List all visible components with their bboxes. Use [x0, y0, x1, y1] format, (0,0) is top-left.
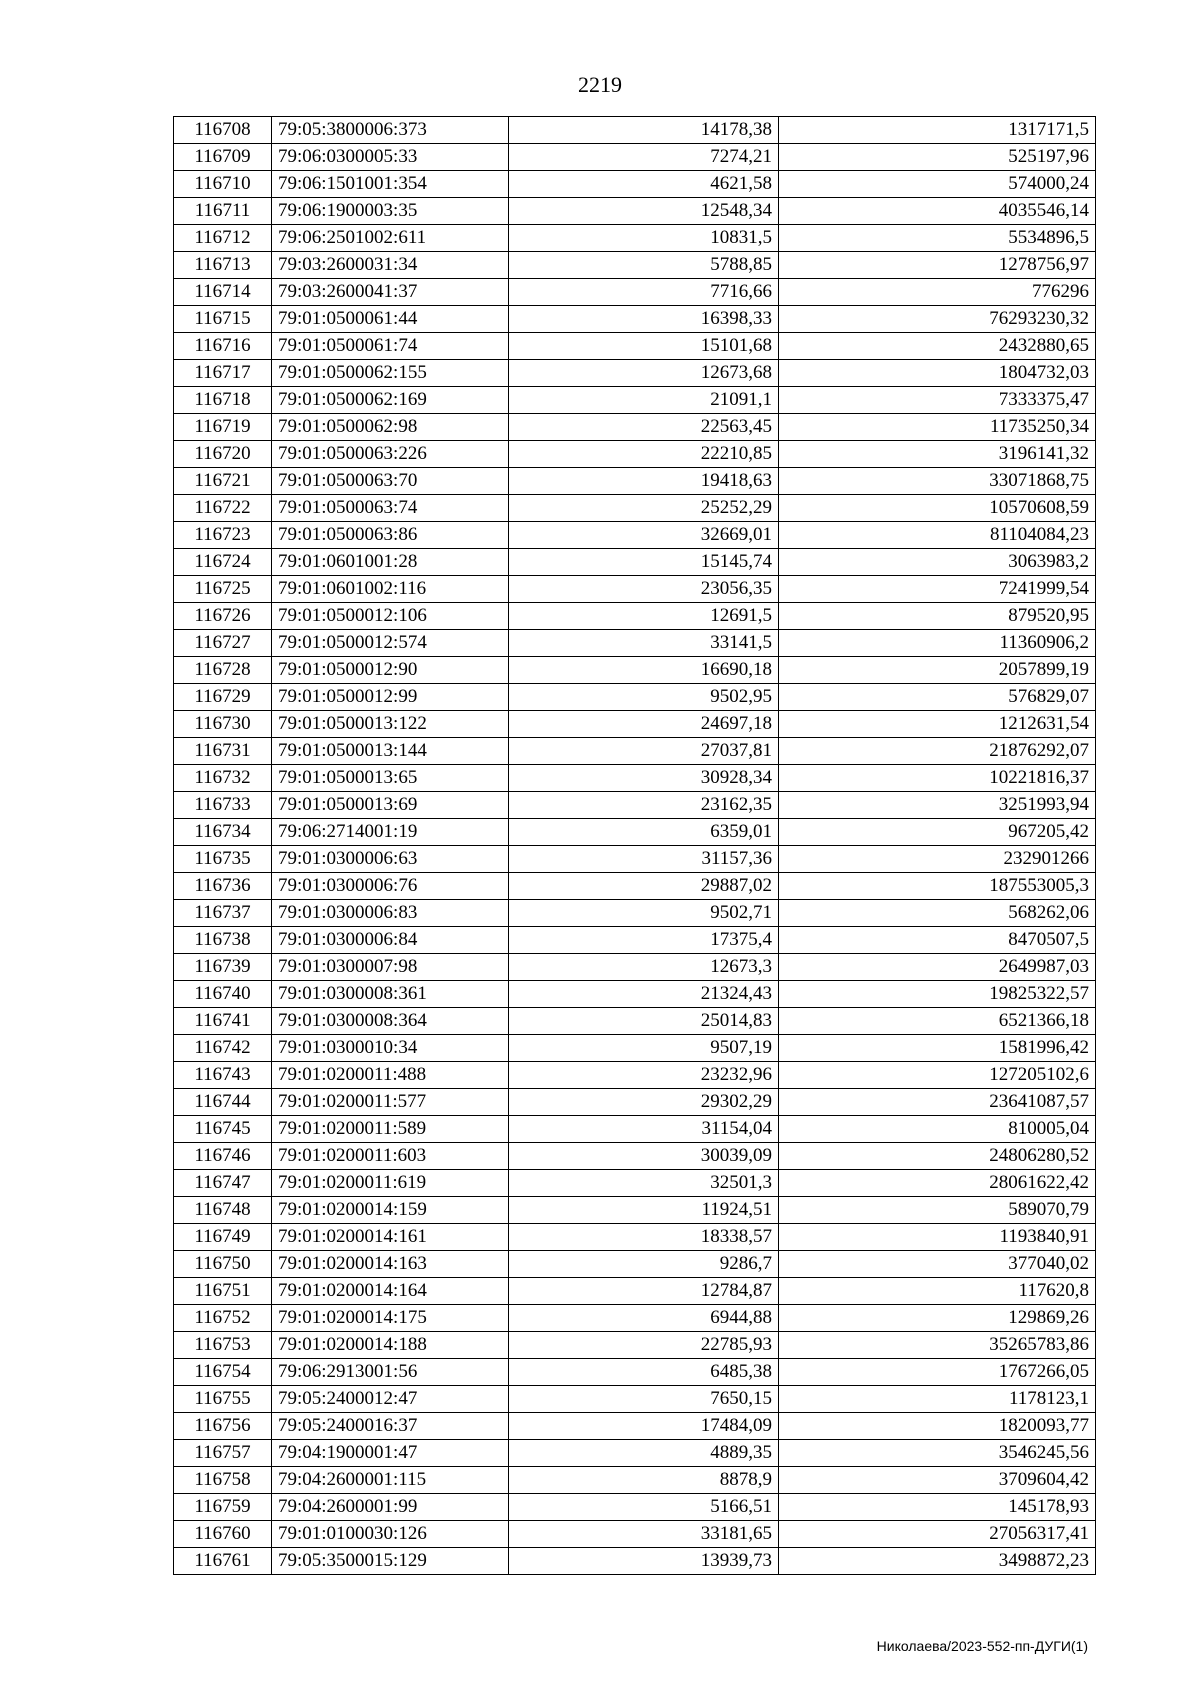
cadastral-number-cell: 79:01:0200014:164: [272, 1278, 509, 1305]
area-cell: 9502,71: [509, 900, 779, 927]
table-row: [174, 387, 1096, 414]
table-row: [174, 1251, 1096, 1278]
table-row: [174, 792, 1096, 819]
cadastral-number-cell: 79:05:3500015:129: [272, 1548, 509, 1575]
cadastral-number-cell: 79:05:2400016:37: [272, 1413, 509, 1440]
table-row: [174, 495, 1096, 522]
cadastral-number-cell: 79:04:1900001:47: [272, 1440, 509, 1467]
table-row: [174, 333, 1096, 360]
cadastral-value-cell: 35265783,86: [779, 1332, 1096, 1359]
row-number-cell: 116726: [174, 603, 272, 630]
table-row: [174, 1521, 1096, 1548]
area-cell: 6359,01: [509, 819, 779, 846]
table-row: [174, 252, 1096, 279]
row-number-cell: 116718: [174, 387, 272, 414]
cadastral-value-cell: 6521366,18: [779, 1008, 1096, 1035]
table-row: [174, 198, 1096, 225]
cadastral-value-cell: 1178123,1: [779, 1386, 1096, 1413]
row-number-cell: 116751: [174, 1278, 272, 1305]
area-cell: 23056,35: [509, 576, 779, 603]
row-number-cell: 116741: [174, 1008, 272, 1035]
cadastral-value-cell: 879520,95: [779, 603, 1096, 630]
cadastral-number-cell: 79:06:2501002:611: [272, 225, 509, 252]
table-row: [174, 954, 1096, 981]
cadastral-value-cell: 810005,04: [779, 1116, 1096, 1143]
cadastral-number-cell: 79:01:0500012:106: [272, 603, 509, 630]
row-number-cell: 116755: [174, 1386, 272, 1413]
area-cell: 7716,66: [509, 279, 779, 306]
area-cell: 33141,5: [509, 630, 779, 657]
row-number-cell: 116736: [174, 873, 272, 900]
area-cell: 22785,93: [509, 1332, 779, 1359]
cadastral-number-cell: 79:03:2600031:34: [272, 252, 509, 279]
row-number-cell: 116728: [174, 657, 272, 684]
row-number-cell: 116723: [174, 522, 272, 549]
area-cell: 31154,04: [509, 1116, 779, 1143]
row-number-cell: 116725: [174, 576, 272, 603]
area-cell: 17484,09: [509, 1413, 779, 1440]
cadastral-number-cell: 79:01:0200011:488: [272, 1062, 509, 1089]
table-row: [174, 549, 1096, 576]
cadastral-value-cell: 187553005,3: [779, 873, 1096, 900]
row-number-cell: 116711: [174, 198, 272, 225]
area-cell: 6944,88: [509, 1305, 779, 1332]
cadastral-value-cell: 232901266: [779, 846, 1096, 873]
area-cell: 12673,3: [509, 954, 779, 981]
table-row: [174, 279, 1096, 306]
row-number-cell: 116735: [174, 846, 272, 873]
page-number: 2219: [578, 72, 622, 97]
table-row: [174, 900, 1096, 927]
row-number-cell: 116743: [174, 1062, 272, 1089]
cadastral-number-cell: 79:06:1900003:35: [272, 198, 509, 225]
row-number-cell: 116709: [174, 144, 272, 171]
cadastral-value-cell: 81104084,23: [779, 522, 1096, 549]
area-cell: 14178,38: [509, 117, 779, 144]
row-number-cell: 116761: [174, 1548, 272, 1575]
table-row: [174, 1305, 1096, 1332]
area-cell: 33181,65: [509, 1521, 779, 1548]
row-number-cell: 116733: [174, 792, 272, 819]
table-row: [174, 981, 1096, 1008]
area-cell: 11924,51: [509, 1197, 779, 1224]
area-cell: 7650,15: [509, 1386, 779, 1413]
cadastral-value-cell: 576829,07: [779, 684, 1096, 711]
row-number-cell: 116738: [174, 927, 272, 954]
row-number-cell: 116716: [174, 333, 272, 360]
row-number-cell: 116752: [174, 1305, 272, 1332]
footer-reference: Николаева/2023-552-пп-ДУГИ(1): [876, 1638, 1088, 1654]
area-cell: 22563,45: [509, 414, 779, 441]
row-number-cell: 116737: [174, 900, 272, 927]
cadastral-number-cell: 79:01:0500062:155: [272, 360, 509, 387]
area-cell: 12784,87: [509, 1278, 779, 1305]
table-row: [174, 819, 1096, 846]
cadastral-number-cell: 79:04:2600001:99: [272, 1494, 509, 1521]
row-number-cell: 116713: [174, 252, 272, 279]
area-cell: 18338,57: [509, 1224, 779, 1251]
row-number-cell: 116734: [174, 819, 272, 846]
area-cell: 16398,33: [509, 306, 779, 333]
row-number-cell: 116756: [174, 1413, 272, 1440]
cadastral-value-cell: 7333375,47: [779, 387, 1096, 414]
area-cell: 30039,09: [509, 1143, 779, 1170]
cadastral-number-cell: 79:06:2714001:19: [272, 819, 509, 846]
table-row: [174, 1089, 1096, 1116]
table-row: [174, 1548, 1096, 1575]
row-number-cell: 116715: [174, 306, 272, 333]
area-cell: 5788,85: [509, 252, 779, 279]
cadastral-value-cell: 1804732,03: [779, 360, 1096, 387]
table-row: [174, 1359, 1096, 1386]
area-cell: 27037,81: [509, 738, 779, 765]
area-cell: 12548,34: [509, 198, 779, 225]
area-cell: 15145,74: [509, 549, 779, 576]
cadastral-value-cell: 7241999,54: [779, 576, 1096, 603]
cadastral-value-cell: 21876292,07: [779, 738, 1096, 765]
cadastral-number-cell: 79:01:0200011:619: [272, 1170, 509, 1197]
row-number-cell: 116739: [174, 954, 272, 981]
row-number-cell: 116742: [174, 1035, 272, 1062]
table-row: [174, 522, 1096, 549]
cadastral-value-cell: 1767266,05: [779, 1359, 1096, 1386]
cadastral-value-cell: 76293230,32: [779, 306, 1096, 333]
cadastral-value-cell: 589070,79: [779, 1197, 1096, 1224]
row-number-cell: 116717: [174, 360, 272, 387]
table-row: [174, 171, 1096, 198]
cadastral-value-cell: 1193840,91: [779, 1224, 1096, 1251]
cadastral-number-cell: 79:01:0500061:74: [272, 333, 509, 360]
cadastral-number-cell: 79:05:3800006:373: [272, 117, 509, 144]
cadastral-number-cell: 79:01:0500012:90: [272, 657, 509, 684]
area-cell: 10831,5: [509, 225, 779, 252]
row-number-cell: 116747: [174, 1170, 272, 1197]
area-cell: 15101,68: [509, 333, 779, 360]
table-row: [174, 630, 1096, 657]
area-cell: 9507,19: [509, 1035, 779, 1062]
area-cell: 30928,34: [509, 765, 779, 792]
area-cell: 23162,35: [509, 792, 779, 819]
table-row: [174, 144, 1096, 171]
table-row: [174, 576, 1096, 603]
cadastral-value-cell: 4035546,14: [779, 198, 1096, 225]
cadastral-value-cell: 574000,24: [779, 171, 1096, 198]
table-row: [174, 1062, 1096, 1089]
row-number-cell: 116722: [174, 495, 272, 522]
cadastral-number-cell: 79:06:2913001:56: [272, 1359, 509, 1386]
row-number-cell: 116710: [174, 171, 272, 198]
area-cell: 12673,68: [509, 360, 779, 387]
cadastral-value-cell: 3709604,42: [779, 1467, 1096, 1494]
row-number-cell: 116727: [174, 630, 272, 657]
cadastral-number-cell: 79:06:1501001:354: [272, 171, 509, 198]
row-number-cell: 116758: [174, 1467, 272, 1494]
row-number-cell: 116760: [174, 1521, 272, 1548]
table-row: [174, 765, 1096, 792]
area-cell: 16690,18: [509, 657, 779, 684]
cadastral-number-cell: 79:01:0601001:28: [272, 549, 509, 576]
cadastral-number-cell: 79:01:0500013:69: [272, 792, 509, 819]
table-row: [174, 1332, 1096, 1359]
cadastral-value-cell: 11735250,34: [779, 414, 1096, 441]
cadastral-number-cell: 79:01:0300007:98: [272, 954, 509, 981]
area-cell: 32501,3: [509, 1170, 779, 1197]
table-row: [174, 1440, 1096, 1467]
cadastral-value-cell: 3498872,23: [779, 1548, 1096, 1575]
table-row: [174, 1116, 1096, 1143]
cadastral-value-cell: 24806280,52: [779, 1143, 1096, 1170]
table-row: [174, 873, 1096, 900]
cadastral-number-cell: 79:01:0601002:116: [272, 576, 509, 603]
row-number-cell: 116745: [174, 1116, 272, 1143]
row-number-cell: 116757: [174, 1440, 272, 1467]
table-row: [174, 1386, 1096, 1413]
cadastral-number-cell: 79:01:0500012:99: [272, 684, 509, 711]
cadastral-number-cell: 79:01:0300008:361: [272, 981, 509, 1008]
table-row: [174, 306, 1096, 333]
row-number-cell: 116731: [174, 738, 272, 765]
area-cell: 25252,29: [509, 495, 779, 522]
cadastral-number-cell: 79:01:0500012:574: [272, 630, 509, 657]
cadastral-number-cell: 79:01:0300006:76: [272, 873, 509, 900]
cadastral-number-cell: 79:04:2600001:115: [272, 1467, 509, 1494]
cadastral-number-cell: 79:01:0500062:169: [272, 387, 509, 414]
cadastral-value-cell: 129869,26: [779, 1305, 1096, 1332]
row-number-cell: 116724: [174, 549, 272, 576]
cadastral-value-cell: 145178,93: [779, 1494, 1096, 1521]
table-row: [174, 468, 1096, 495]
cadastral-number-cell: 79:01:0300008:364: [272, 1008, 509, 1035]
row-number-cell: 116729: [174, 684, 272, 711]
table-row: [174, 927, 1096, 954]
cadastral-number-cell: 79:01:0300006:83: [272, 900, 509, 927]
area-cell: 21324,43: [509, 981, 779, 1008]
cadastral-number-cell: 79:05:2400012:47: [272, 1386, 509, 1413]
row-number-cell: 116750: [174, 1251, 272, 1278]
cadastral-number-cell: 79:01:0500063:86: [272, 522, 509, 549]
row-number-cell: 116732: [174, 765, 272, 792]
cadastral-value-cell: 127205102,6: [779, 1062, 1096, 1089]
row-number-cell: 116749: [174, 1224, 272, 1251]
table-row: [174, 1035, 1096, 1062]
cadastral-number-cell: 79:01:0300010:34: [272, 1035, 509, 1062]
area-cell: 13939,73: [509, 1548, 779, 1575]
table-row: [174, 711, 1096, 738]
row-number-cell: 116714: [174, 279, 272, 306]
cadastral-number-cell: 79:01:0500061:44: [272, 306, 509, 333]
table-row: [174, 117, 1096, 144]
cadastral-number-cell: 79:01:0200011:577: [272, 1089, 509, 1116]
area-cell: 24697,18: [509, 711, 779, 738]
cadastral-value-cell: 1212631,54: [779, 711, 1096, 738]
cadastral-number-cell: 79:01:0200014:163: [272, 1251, 509, 1278]
cadastral-value-cell: 5534896,5: [779, 225, 1096, 252]
row-number-cell: 116730: [174, 711, 272, 738]
cadastral-value-cell: 377040,02: [779, 1251, 1096, 1278]
cadastral-value-cell: 525197,96: [779, 144, 1096, 171]
table-row: [174, 441, 1096, 468]
table-row: [174, 684, 1096, 711]
cadastral-value-cell: 1820093,77: [779, 1413, 1096, 1440]
cadastral-number-cell: 79:01:0200011:589: [272, 1116, 509, 1143]
area-cell: 22210,85: [509, 441, 779, 468]
data-table: [173, 116, 1096, 1575]
area-cell: 5166,51: [509, 1494, 779, 1521]
area-cell: 32669,01: [509, 522, 779, 549]
cadastral-number-cell: 79:01:0500063:74: [272, 495, 509, 522]
row-number-cell: 116720: [174, 441, 272, 468]
cadastral-value-cell: 568262,06: [779, 900, 1096, 927]
area-cell: 9502,95: [509, 684, 779, 711]
row-number-cell: 116740: [174, 981, 272, 1008]
area-cell: 29887,02: [509, 873, 779, 900]
cadastral-value-cell: 10570608,59: [779, 495, 1096, 522]
area-cell: 4889,35: [509, 1440, 779, 1467]
table-row: [174, 1143, 1096, 1170]
cadastral-value-cell: 2057899,19: [779, 657, 1096, 684]
row-number-cell: 116744: [174, 1089, 272, 1116]
area-cell: 23232,96: [509, 1062, 779, 1089]
row-number-cell: 116712: [174, 225, 272, 252]
cadastral-value-cell: 3251993,94: [779, 792, 1096, 819]
cadastral-number-cell: 79:01:0200014:175: [272, 1305, 509, 1332]
table-row: [174, 360, 1096, 387]
table-row: [174, 603, 1096, 630]
table-row: [174, 414, 1096, 441]
table-row: [174, 1224, 1096, 1251]
area-cell: 8878,9: [509, 1467, 779, 1494]
cadastral-number-cell: 79:01:0200014:161: [272, 1224, 509, 1251]
cadastral-number-cell: 79:01:0100030:126: [272, 1521, 509, 1548]
cadastral-value-cell: 11360906,2: [779, 630, 1096, 657]
area-cell: 7274,21: [509, 144, 779, 171]
cadastral-value-cell: 3063983,2: [779, 549, 1096, 576]
cadastral-number-cell: 79:01:0500062:98: [272, 414, 509, 441]
area-cell: 25014,83: [509, 1008, 779, 1035]
cadastral-value-cell: 3546245,56: [779, 1440, 1096, 1467]
cadastral-value-cell: 19825322,57: [779, 981, 1096, 1008]
row-number-cell: 116708: [174, 117, 272, 144]
table-row: [174, 657, 1096, 684]
cadastral-value-cell: 8470507,5: [779, 927, 1096, 954]
row-number-cell: 116754: [174, 1359, 272, 1386]
row-number-cell: 116719: [174, 414, 272, 441]
cadastral-value-cell: 23641087,57: [779, 1089, 1096, 1116]
table-row: [174, 1197, 1096, 1224]
area-cell: 12691,5: [509, 603, 779, 630]
cadastral-number-cell: 79:06:0300005:33: [272, 144, 509, 171]
table-row: [174, 738, 1096, 765]
area-cell: 31157,36: [509, 846, 779, 873]
table-row: [174, 225, 1096, 252]
table-row: [174, 846, 1096, 873]
cadastral-value-cell: 1317171,5: [779, 117, 1096, 144]
cadastral-value-cell: 27056317,41: [779, 1521, 1096, 1548]
cadastral-number-cell: 79:01:0500063:226: [272, 441, 509, 468]
table-row: [174, 1467, 1096, 1494]
area-cell: 17375,4: [509, 927, 779, 954]
table-row: [174, 1413, 1096, 1440]
table-body: [174, 117, 1096, 1575]
cadastral-value-cell: 776296: [779, 279, 1096, 306]
table-row: [174, 1008, 1096, 1035]
cadastral-number-cell: 79:01:0200011:603: [272, 1143, 509, 1170]
cadastral-value-cell: 2432880,65: [779, 333, 1096, 360]
cadastral-value-cell: 967205,42: [779, 819, 1096, 846]
area-cell: 19418,63: [509, 468, 779, 495]
cadastral-number-cell: 79:01:0200014:159: [272, 1197, 509, 1224]
cadastral-value-cell: 1581996,42: [779, 1035, 1096, 1062]
table-row: [174, 1170, 1096, 1197]
cadastral-number-cell: 79:01:0500063:70: [272, 468, 509, 495]
cadastral-number-cell: 79:01:0300006:63: [272, 846, 509, 873]
table-row: [174, 1494, 1096, 1521]
area-cell: 4621,58: [509, 171, 779, 198]
cadastral-number-cell: 79:03:2600041:37: [272, 279, 509, 306]
table-row: [174, 1278, 1096, 1305]
cadastral-number-cell: 79:01:0500013:122: [272, 711, 509, 738]
cadastral-number-cell: 79:01:0500013:65: [272, 765, 509, 792]
cadastral-value-cell: 28061622,42: [779, 1170, 1096, 1197]
cadastral-number-cell: 79:01:0200014:188: [272, 1332, 509, 1359]
row-number-cell: 116759: [174, 1494, 272, 1521]
area-cell: 21091,1: [509, 387, 779, 414]
row-number-cell: 116748: [174, 1197, 272, 1224]
row-number-cell: 116753: [174, 1332, 272, 1359]
cadastral-value-cell: 117620,8: [779, 1278, 1096, 1305]
row-number-cell: 116746: [174, 1143, 272, 1170]
cadastral-number-cell: 79:01:0500013:144: [272, 738, 509, 765]
cadastral-value-cell: 3196141,32: [779, 441, 1096, 468]
cadastral-number-cell: 79:01:0300006:84: [272, 927, 509, 954]
area-cell: 6485,38: [509, 1359, 779, 1386]
row-number-cell: 116721: [174, 468, 272, 495]
cadastral-value-cell: 1278756,97: [779, 252, 1096, 279]
cadastral-value-cell: 2649987,03: [779, 954, 1096, 981]
area-cell: 9286,7: [509, 1251, 779, 1278]
cadastral-value-cell: 10221816,37: [779, 765, 1096, 792]
area-cell: 29302,29: [509, 1089, 779, 1116]
cadastral-value-cell: 33071868,75: [779, 468, 1096, 495]
